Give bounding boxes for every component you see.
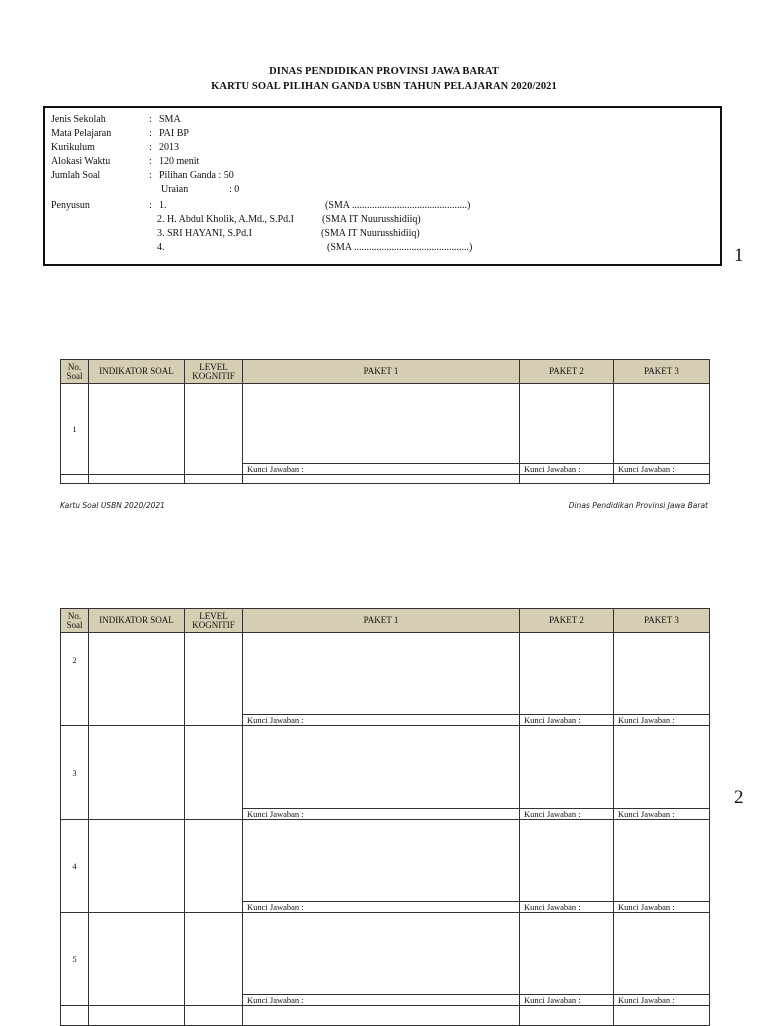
kunci-jawaban-paket-1: Kunci Jawaban : bbox=[243, 809, 520, 820]
indikator-cell bbox=[89, 384, 185, 475]
level-cell bbox=[185, 820, 243, 913]
header-paket-1: PAKET 1 bbox=[243, 360, 520, 384]
jumlah-soal-value: Pilihan Ganda : 50 bbox=[159, 170, 234, 181]
colon: : bbox=[149, 170, 152, 181]
kunci-jawaban-paket-3: Kunci Jawaban : bbox=[614, 715, 710, 726]
paket-3-cell bbox=[614, 726, 710, 809]
header-title-card: KARTU SOAL PILIHAN GANDA USBN TAHUN PELAJARAN 2020/2021 bbox=[211, 81, 557, 92]
kunci-jawaban-paket-3: Kunci Jawaban : bbox=[614, 902, 710, 913]
footer-left: Kartu Soal USBN 2020/2021 bbox=[60, 501, 165, 510]
kunci-jawaban-paket-1: Kunci Jawaban : bbox=[243, 715, 520, 726]
header-paket-2: PAKET 2 bbox=[520, 609, 614, 633]
footer-right: Dinas Pendidikan Provinsi Jawa Barat bbox=[568, 501, 708, 510]
uraian-label: Uraian bbox=[161, 184, 189, 195]
header-indikator-soal: INDIKATOR SOAL bbox=[89, 360, 185, 384]
colon: : bbox=[149, 142, 152, 153]
header-no-soal: No. Soal bbox=[61, 360, 89, 384]
table-row bbox=[61, 726, 710, 809]
kunci-jawaban-paket-1: Kunci Jawaban : bbox=[243, 995, 520, 1006]
header-title-agency: DINAS PENDIDIKAN PROVINSI JAWA BARAT bbox=[269, 66, 499, 77]
uraian-value: : 0 bbox=[229, 184, 240, 195]
level-cell bbox=[185, 633, 243, 726]
header-no-soal: No. Soal bbox=[61, 609, 89, 633]
question-number: 1 bbox=[61, 384, 89, 475]
paket-3-cell bbox=[614, 913, 710, 995]
header-indikator-soal: INDIKATOR SOAL bbox=[89, 609, 185, 633]
paket-3-cell bbox=[614, 633, 710, 715]
penyusun-name-4: 4. bbox=[157, 242, 165, 253]
kunci-jawaban-paket-2: Kunci Jawaban : bbox=[520, 809, 614, 820]
penyusun-school-3: (SMA IT Nuurusshidiiq) bbox=[321, 228, 420, 239]
indikator-cell bbox=[89, 820, 185, 913]
kunci-jawaban-paket-3: Kunci Jawaban : bbox=[614, 464, 710, 475]
penyusun-school-4: (SMA ..............................................) bbox=[327, 242, 473, 253]
paket-3-cell bbox=[614, 384, 710, 464]
header-paket-2: PAKET 2 bbox=[520, 360, 614, 384]
paket-3-cell bbox=[614, 820, 710, 902]
header-paket-3: PAKET 3 bbox=[614, 609, 710, 633]
paket-1-cell bbox=[243, 913, 520, 995]
kurikulum-label: Kurikulum bbox=[51, 142, 95, 153]
penyusun-school-1: (SMA ..............................................) bbox=[325, 200, 471, 211]
table-row bbox=[61, 913, 710, 995]
kunci-jawaban-paket-3: Kunci Jawaban : bbox=[614, 995, 710, 1006]
paket-2-cell bbox=[520, 913, 614, 995]
colon: : bbox=[149, 156, 152, 167]
header-paket-3: PAKET 3 bbox=[614, 360, 710, 384]
mata-pelajaran-label: Mata Pelajaran bbox=[51, 128, 112, 139]
info-box bbox=[43, 106, 722, 266]
indikator-cell bbox=[89, 913, 185, 1006]
question-number: 4 bbox=[61, 820, 89, 913]
table-row bbox=[61, 820, 710, 902]
question-card-table-page2 bbox=[60, 608, 710, 1026]
kunci-jawaban-paket-2: Kunci Jawaban : bbox=[520, 464, 614, 475]
jenis-sekolah-label: Jenis Sekolah bbox=[51, 114, 106, 125]
level-cell bbox=[185, 384, 243, 475]
kunci-jawaban-paket-2: Kunci Jawaban : bbox=[520, 995, 614, 1006]
paket-2-cell bbox=[520, 633, 614, 715]
table-row-blank bbox=[61, 475, 710, 484]
paket-1-cell bbox=[243, 633, 520, 715]
kunci-jawaban-paket-1: Kunci Jawaban : bbox=[243, 902, 520, 913]
page-number-2: 2 bbox=[734, 787, 744, 808]
paket-2-cell bbox=[520, 726, 614, 809]
penyusun-name-3: 3. SRI HAYANI, S.Pd.I bbox=[157, 228, 252, 239]
alokasi-waktu-value: 120 menit bbox=[159, 156, 200, 167]
indikator-cell bbox=[89, 726, 185, 820]
question-card-table-page1 bbox=[60, 359, 710, 484]
paket-1-cell bbox=[243, 820, 520, 902]
indikator-cell bbox=[89, 633, 185, 726]
header-paket-1: PAKET 1 bbox=[243, 609, 520, 633]
table-row-partial bbox=[61, 1006, 710, 1026]
paket-2-cell bbox=[520, 820, 614, 902]
penyusun-name-2: 2. H. Abdul Kholik, A.Md., S.Pd.I bbox=[157, 214, 294, 225]
jenis-sekolah-value: SMA bbox=[159, 114, 181, 125]
jumlah-soal-label: Jumlah Soal bbox=[51, 170, 101, 181]
colon: : bbox=[149, 200, 152, 211]
penyusun-name-1: 1. bbox=[159, 200, 167, 211]
header-level-kognitif: LEVEL KOGNITIF bbox=[185, 609, 243, 633]
kunci-jawaban-paket-2: Kunci Jawaban : bbox=[520, 902, 614, 913]
level-cell bbox=[185, 726, 243, 820]
colon: : bbox=[149, 128, 152, 139]
question-number: 5 bbox=[61, 913, 89, 1006]
level-cell bbox=[185, 913, 243, 1006]
kunci-jawaban-paket-2: Kunci Jawaban : bbox=[520, 715, 614, 726]
penyusun-school-2: (SMA IT Nuurusshidiiq) bbox=[322, 214, 421, 225]
colon: : bbox=[149, 114, 152, 125]
page-number-1: 1 bbox=[734, 245, 744, 266]
table-row bbox=[61, 384, 710, 464]
paket-1-cell bbox=[243, 384, 520, 464]
paket-2-cell bbox=[520, 384, 614, 464]
kunci-jawaban-paket-3: Kunci Jawaban : bbox=[614, 809, 710, 820]
header-level-kognitif: LEVEL KOGNITIF bbox=[185, 360, 243, 384]
paket-1-cell bbox=[243, 726, 520, 809]
kurikulum-value: 2013 bbox=[159, 142, 179, 153]
kunci-jawaban-paket-1: Kunci Jawaban : bbox=[243, 464, 520, 475]
question-number: 3 bbox=[61, 726, 89, 820]
table-row bbox=[61, 633, 710, 715]
question-number: 2 bbox=[61, 633, 89, 726]
mata-pelajaran-value: PAI BP bbox=[159, 128, 189, 139]
alokasi-waktu-label: Alokasi Waktu bbox=[51, 156, 111, 167]
penyusun-label: Penyusun bbox=[51, 200, 90, 211]
